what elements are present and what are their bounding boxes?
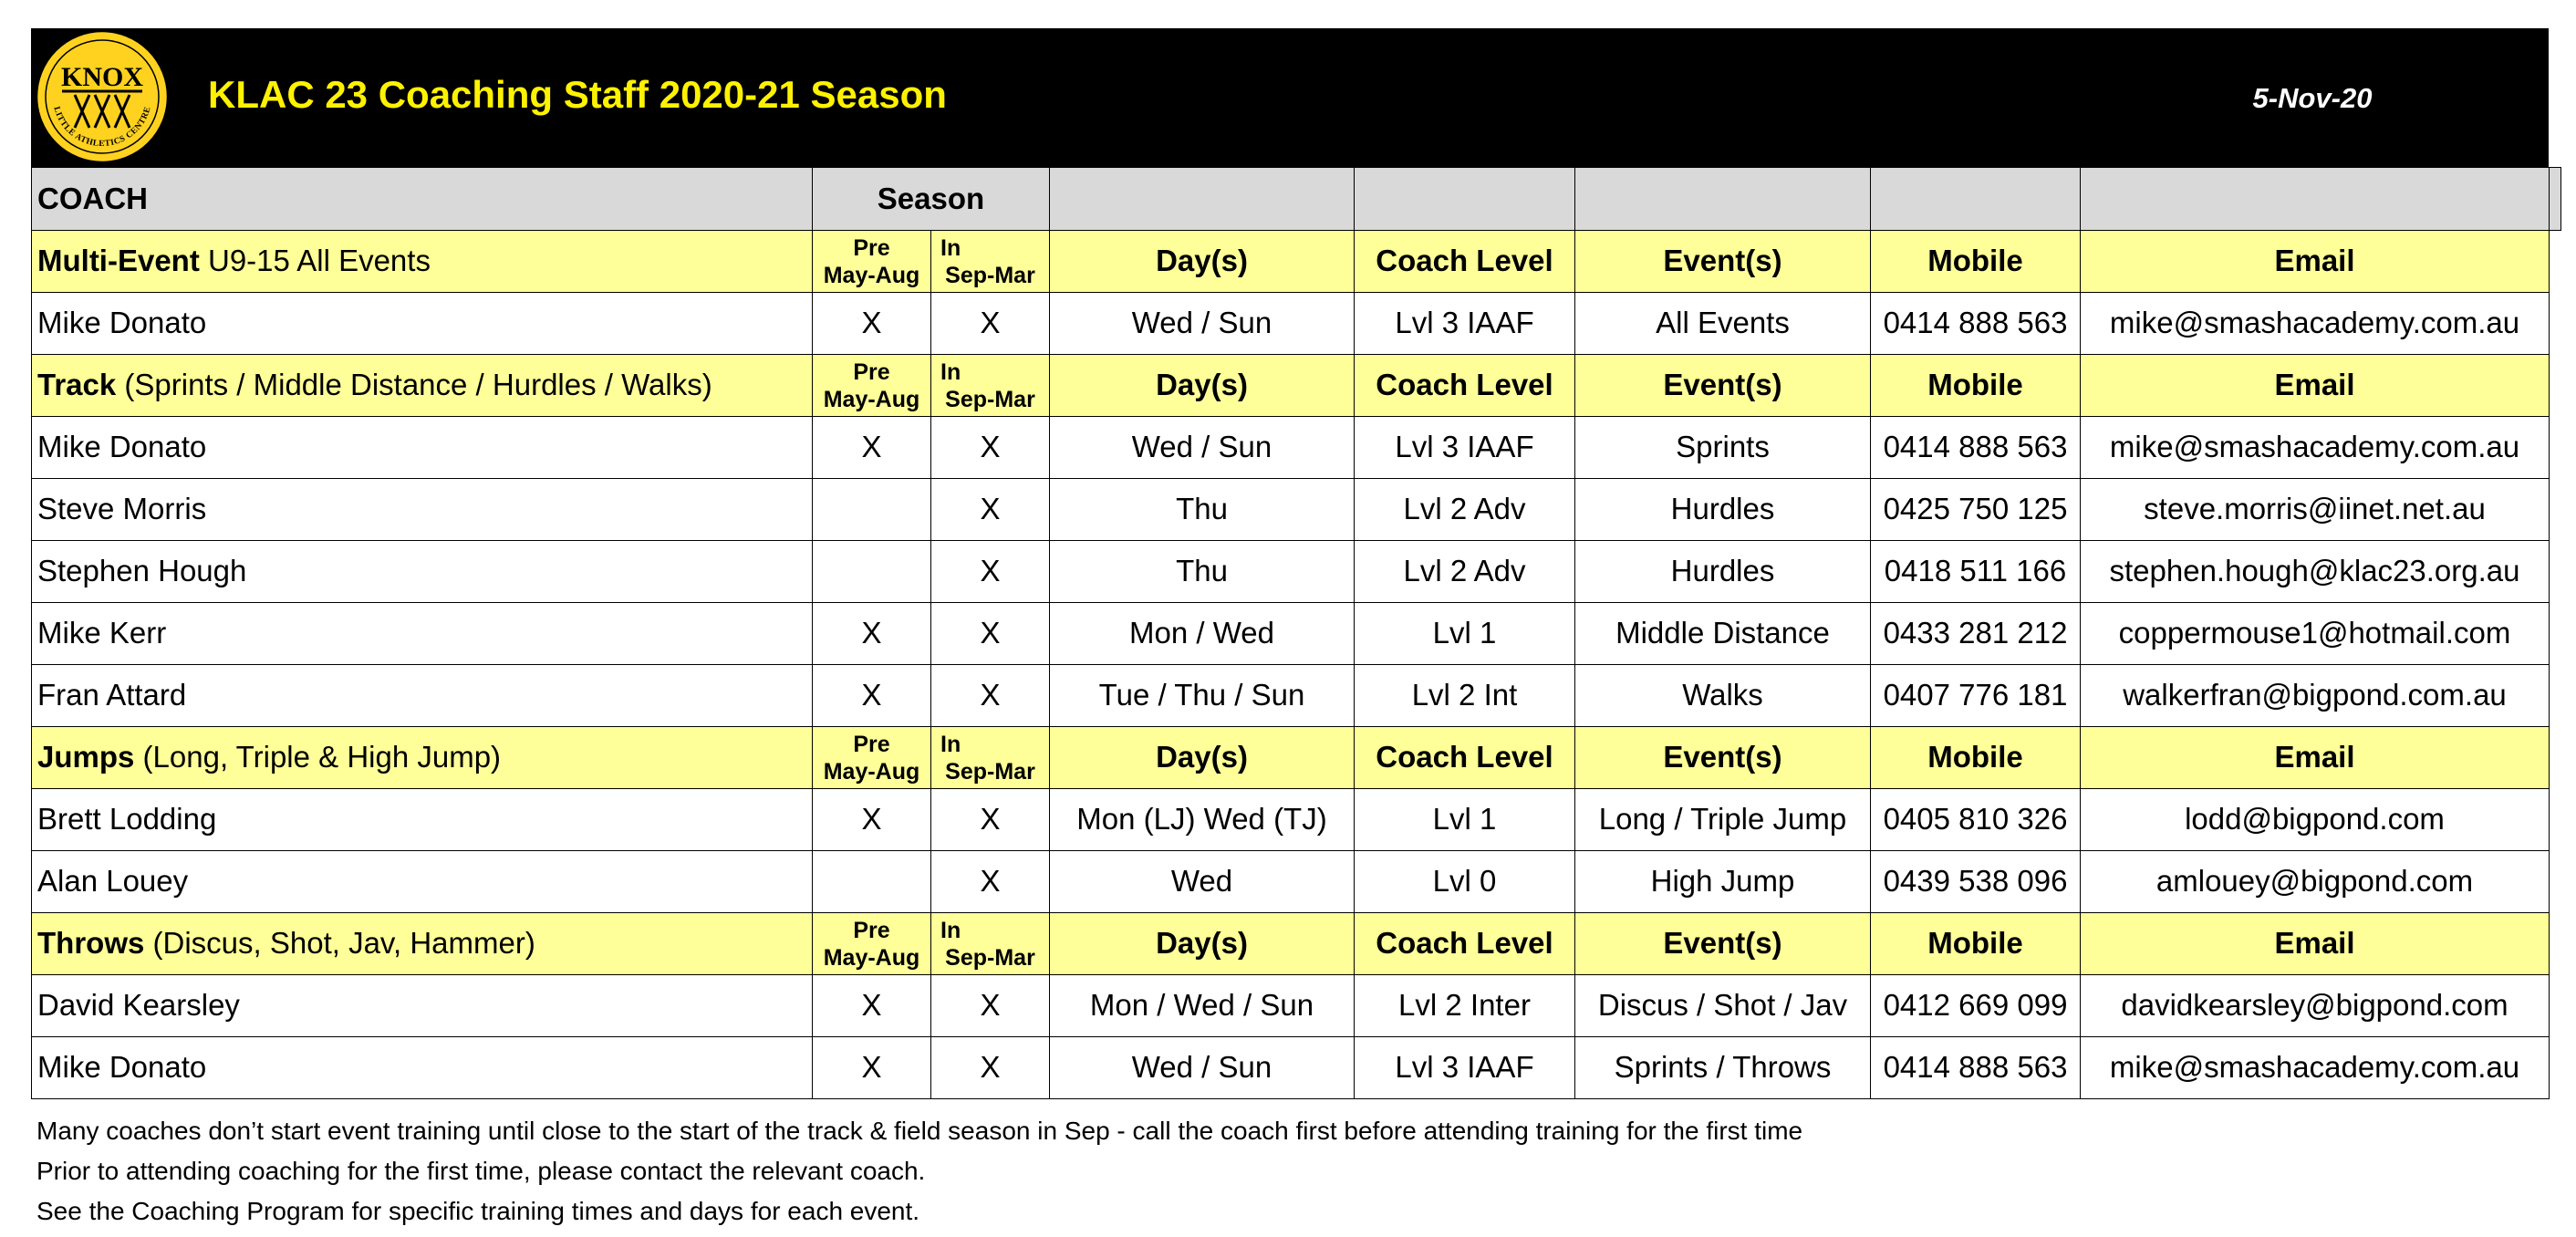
in-season-mark: X [931, 851, 1050, 913]
pre-label: Pre [853, 731, 890, 757]
coach-name: Steve Morris [32, 479, 813, 541]
note-line: See the Coaching Program for specific training times and days for each event. [36, 1197, 920, 1225]
email-header: Email [2081, 231, 2550, 293]
coach-name: Alan Louey [32, 851, 813, 913]
table-row [32, 479, 2561, 541]
mobile-number[interactable]: 0425 750 125 [1871, 479, 2081, 541]
section-title-detail: (Long, Triple & High Jump) [134, 740, 502, 774]
events: High Jump [1575, 851, 1871, 913]
logo-text: KNOX [61, 62, 143, 92]
section-title-bold: Multi-Event [37, 244, 200, 278]
training-days: Mon / Wed [1050, 603, 1355, 665]
events: Sprints / Throws [1575, 1037, 1871, 1099]
coach-level: Lvl 1 [1355, 789, 1575, 851]
coach-level-header: Coach Level [1355, 727, 1575, 789]
days-header: Day(s) [1050, 231, 1355, 293]
table-row [32, 417, 2561, 479]
training-days: Wed / Sun [1050, 293, 1355, 355]
events: Middle Distance [1575, 603, 1871, 665]
empty-header-cell [1575, 168, 1871, 231]
pre-label: Pre [853, 359, 890, 385]
in-months: Sep-Mar [945, 758, 1035, 785]
in-season-mark: X [931, 417, 1050, 479]
coach-name: Mike Kerr [32, 603, 813, 665]
mobile-number[interactable]: 0439 538 096 [1871, 851, 2081, 913]
email-address[interactable]: amlouey@bigpond.com [2081, 851, 2550, 913]
section-header-row [32, 727, 2561, 789]
email-address[interactable]: coppermouse1@hotmail.com [2081, 603, 2550, 665]
training-days: Wed / Sun [1050, 417, 1355, 479]
logo-subtext: LITTLE ATHLETICS CENTRE [51, 105, 153, 150]
email-address[interactable]: lodd@bigpond.com [2081, 789, 2550, 851]
mobile-number[interactable]: 0407 776 181 [1871, 665, 2081, 727]
mobile-number[interactable]: 0405 810 326 [1871, 789, 2081, 851]
in-season-mark: X [931, 975, 1050, 1037]
events: Hurdles [1575, 479, 1871, 541]
empty-header-cell [1871, 168, 2081, 231]
training-days: Thu [1050, 479, 1355, 541]
pre-season-mark: X [813, 603, 931, 665]
email-address[interactable]: mike@smashacademy.com.au [2081, 293, 2550, 355]
in-months: Sep-Mar [945, 262, 1035, 288]
table-row [32, 665, 2561, 727]
training-days: Mon (LJ) Wed (TJ) [1050, 789, 1355, 851]
coach-name: Mike Donato [32, 293, 813, 355]
email-header: Email [2081, 355, 2550, 417]
email-address[interactable]: davidkearsley@bigpond.com [2081, 975, 2550, 1037]
pre-season-mark [813, 541, 931, 603]
coach-level: Lvl 3 IAAF [1355, 1037, 1575, 1099]
email-header: Email [2081, 727, 2550, 789]
coach-name: Mike Donato [32, 1037, 813, 1099]
section-title [32, 913, 813, 975]
in-season-header [931, 355, 1050, 417]
coach-level: Lvl 2 Int [1355, 665, 1575, 727]
section-title-bold: Track [37, 368, 117, 402]
section-header-row [32, 355, 2561, 417]
email-address[interactable]: walkerfran@bigpond.com.au [2081, 665, 2550, 727]
coach-level-header: Coach Level [1355, 913, 1575, 975]
table-row [32, 789, 2561, 851]
email-address[interactable]: stephen.hough@klac23.org.au [2081, 541, 2550, 603]
in-label: In [940, 917, 961, 943]
pre-season-mark [813, 479, 931, 541]
in-label: In [940, 234, 961, 261]
empty-header-cell [2550, 168, 2561, 231]
in-season-mark: X [931, 1037, 1050, 1099]
mobile-number[interactable]: 0414 888 563 [1871, 293, 2081, 355]
in-label: In [940, 731, 961, 757]
section-title-bold: Jumps [37, 740, 135, 774]
section-title-detail: U9-15 All Events [199, 244, 431, 278]
table-row [32, 541, 2561, 603]
report-date: 5-Nov-20 [2252, 82, 2373, 114]
empty-header-cell [1050, 168, 1355, 231]
email-address[interactable]: mike@smashacademy.com.au [2081, 417, 2550, 479]
section-header-row [32, 913, 2561, 975]
email-address[interactable]: steve.morris@iinet.net.au [2081, 479, 2550, 541]
days-header: Day(s) [1050, 913, 1355, 975]
pre-season-mark: X [813, 789, 931, 851]
in-months: Sep-Mar [945, 386, 1035, 412]
in-season-mark: X [931, 603, 1050, 665]
mobile-number[interactable]: 0418 511 166 [1871, 541, 2081, 603]
events: Long / Triple Jump [1575, 789, 1871, 851]
footer-notes [36, 1117, 1802, 1237]
in-season-mark: X [931, 293, 1050, 355]
coach-level: Lvl 2 Adv [1355, 541, 1575, 603]
days-header: Day(s) [1050, 727, 1355, 789]
training-days: Mon / Wed / Sun [1050, 975, 1355, 1037]
pre-label: Pre [853, 234, 890, 261]
in-season-header [931, 727, 1050, 789]
coach-level: Lvl 0 [1355, 851, 1575, 913]
pre-season-mark [813, 851, 931, 913]
pre-season-header [813, 355, 931, 417]
empty-header-cell [1355, 168, 1575, 231]
in-season-mark: X [931, 541, 1050, 603]
pre-season-header [813, 727, 931, 789]
email-address[interactable]: mike@smashacademy.com.au [2081, 1037, 2550, 1099]
training-days: Wed / Sun [1050, 1037, 1355, 1099]
mobile-header: Mobile [1871, 231, 2081, 293]
coach-name: Stephen Hough [32, 541, 813, 603]
email-header: Email [2081, 913, 2550, 975]
in-label: In [940, 359, 961, 385]
pre-season-mark: X [813, 975, 931, 1037]
events-header: Event(s) [1575, 727, 1871, 789]
in-season-mark: X [931, 789, 1050, 851]
table-row [32, 1037, 2561, 1099]
section-title [32, 727, 813, 789]
section-title-detail: (Discus, Shot, Jav, Hammer) [144, 926, 535, 961]
in-season-mark: X [931, 665, 1050, 727]
in-months: Sep-Mar [945, 944, 1035, 971]
pre-season-header [813, 231, 931, 293]
events-header: Event(s) [1575, 231, 1871, 293]
coach-level: Lvl 1 [1355, 603, 1575, 665]
table-row [32, 851, 2561, 913]
section-title-detail: (Sprints / Middle Distance / Hurdles / Walks) [116, 368, 712, 402]
coach-column-header: COACH [32, 168, 813, 231]
pre-season-mark: X [813, 1037, 931, 1099]
section-header-row [32, 231, 2561, 293]
training-days: Wed [1050, 851, 1355, 913]
training-days: Tue / Thu / Sun [1050, 665, 1355, 727]
mobile-header: Mobile [1871, 355, 2081, 417]
mobile-header: Mobile [1871, 913, 2081, 975]
pre-months: May-Aug [823, 758, 920, 785]
coach-level: Lvl 2 Inter [1355, 975, 1575, 1037]
pre-season-mark: X [813, 293, 931, 355]
in-season-header [931, 231, 1050, 293]
knox-logo [35, 29, 170, 164]
page-title: KLAC 23 Coaching Staff 2020-21 Season [208, 73, 947, 116]
days-header: Day(s) [1050, 355, 1355, 417]
pre-label: Pre [853, 917, 890, 943]
in-season-header [931, 913, 1050, 975]
training-days: Thu [1050, 541, 1355, 603]
table-row [32, 603, 2561, 665]
pre-months: May-Aug [823, 262, 920, 288]
coach-name: David Kearsley [32, 975, 813, 1037]
coach-level-header: Coach Level [1355, 355, 1575, 417]
coach-level: Lvl 2 Adv [1355, 479, 1575, 541]
pre-season-header [813, 913, 931, 975]
events: Discus / Shot / Jav [1575, 975, 1871, 1037]
table-top-row [32, 168, 2561, 231]
coach-level-header: Coach Level [1355, 231, 1575, 293]
mobile-number[interactable]: 0414 888 563 [1871, 1037, 2081, 1099]
in-season-mark: X [931, 479, 1050, 541]
events-header: Event(s) [1575, 913, 1871, 975]
note-line: Prior to attending coaching for the first time, please contact the relevant coach. [36, 1157, 926, 1185]
mobile-header: Mobile [1871, 727, 2081, 789]
coach-level: Lvl 3 IAAF [1355, 417, 1575, 479]
mobile-number[interactable]: 0433 281 212 [1871, 603, 2081, 665]
pre-months: May-Aug [823, 386, 920, 412]
pre-season-mark: X [813, 665, 931, 727]
section-title-bold: Throws [37, 926, 145, 961]
coaching-staff-table [31, 167, 2561, 1099]
events: Walks [1575, 665, 1871, 727]
mobile-number[interactable]: 0414 888 563 [1871, 417, 2081, 479]
events: Sprints [1575, 417, 1871, 479]
section-title [32, 231, 813, 293]
season-column-header: Season [813, 168, 1050, 231]
pre-months: May-Aug [823, 944, 920, 971]
table-row [32, 293, 2561, 355]
empty-header-cell [2081, 168, 2550, 231]
note-line: Many coaches don’t start event training until close to the start of the track & field season in Sep - call the coach first before attending training for the first time [36, 1117, 1803, 1145]
coach-name: Brett Lodding [32, 789, 813, 851]
pre-season-mark: X [813, 417, 931, 479]
mobile-number[interactable]: 0412 669 099 [1871, 975, 2081, 1037]
events: All Events [1575, 293, 1871, 355]
table-row [32, 975, 2561, 1037]
events-header: Event(s) [1575, 355, 1871, 417]
events: Hurdles [1575, 541, 1871, 603]
coach-level: Lvl 3 IAAF [1355, 293, 1575, 355]
section-title [32, 355, 813, 417]
coach-name: Mike Donato [32, 417, 813, 479]
coach-name: Fran Attard [32, 665, 813, 727]
